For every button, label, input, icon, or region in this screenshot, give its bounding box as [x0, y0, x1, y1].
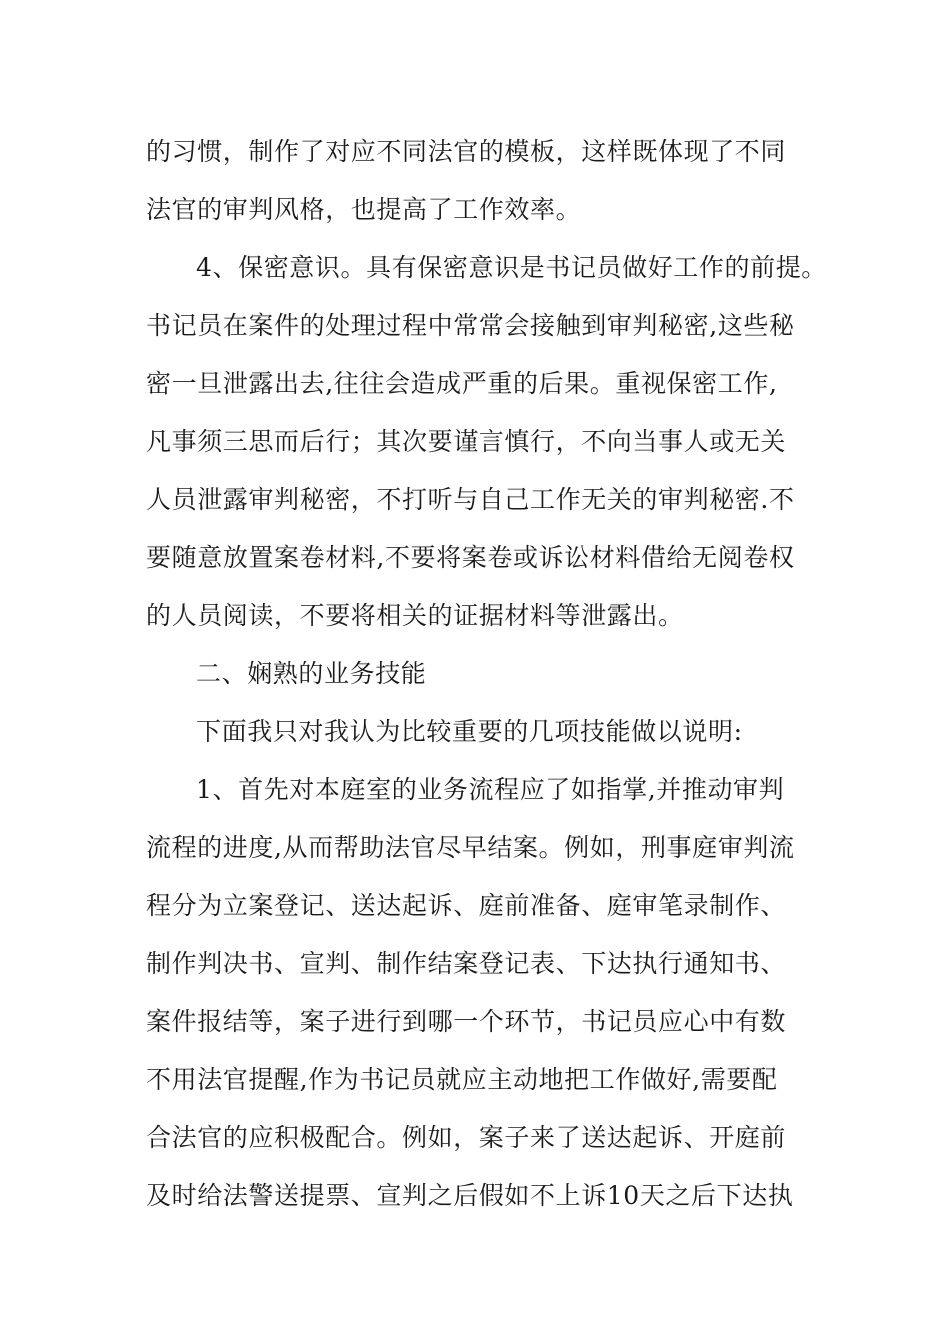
text-line: 书记员在案件的处理过程中常常会接触到审判秘密,这些秘: [146, 311, 795, 340]
text-line: 的习惯，制作了对应不同法官的模板，这样既体现了不同: [146, 137, 787, 166]
text-line: 要随意放置案卷材料,不要将案卷或诉讼材料借给无阅卷权: [146, 543, 795, 572]
text-line: 及时给法警送提票、宣判之后假如不上诉10天之后下达执: [146, 1181, 794, 1210]
text-line: 合法官的应积极配合。例如，案子来了送达起诉、开庭前: [146, 1123, 787, 1152]
text-line: 的人员阅读，不要将相关的证据材料等泄露出。: [146, 601, 684, 630]
text-line: 程分为立案登记、送达起诉、庭前准备、庭审笔录制作、: [146, 891, 787, 920]
text-line: 密一旦泄露出去,往往会造成严重的后果。重视保密工作,: [146, 369, 778, 398]
text-line: 案件报结等，案子进行到哪一个环节，书记员应心中有数: [146, 1007, 787, 1036]
text-line: 人员泄露审判秘密，不打听与自己工作无关的审判秘密.不: [146, 485, 795, 514]
text-line: 法官的审判风格，也提高了工作效率。: [146, 195, 582, 224]
text-line: 凡事须三思而后行；其次要谨言慎行，不向当事人或无关: [146, 427, 787, 456]
paragraph-heading: 1、首先对本庭室的业务流程应了如指掌,并推动审判: [196, 775, 785, 804]
text-line: 下面我只对我认为比较重要的几项技能做以说明:: [196, 717, 743, 746]
text-line: 不用法官提醒,作为书记员就应主动地把工作做好,需要配: [146, 1065, 778, 1094]
text-line: 制作判决书、宣判、制作结案登记表、下达执行通知书、: [146, 949, 787, 978]
section-heading: 二、娴熟的业务技能: [196, 659, 427, 688]
paragraph-heading: 4、保密意识。具有保密意识是书记员做好工作的前提。: [196, 253, 827, 282]
text-line: 流程的进度,从而帮助法官尽早结案。例如，刑事庭审判流: [146, 833, 795, 862]
